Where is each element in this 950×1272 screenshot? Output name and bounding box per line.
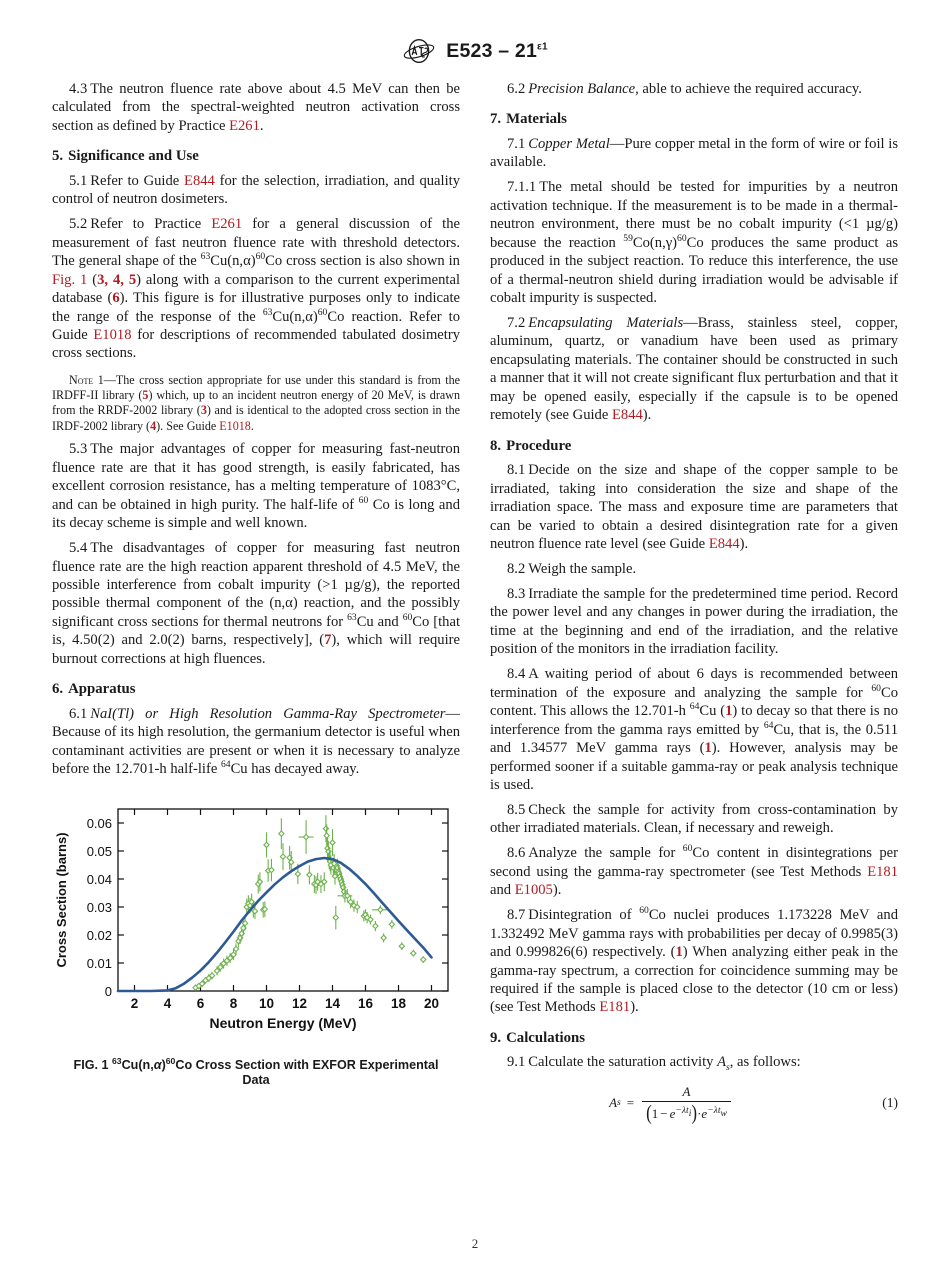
paragraph-4-3: 4.3 The neutron fluence rate above about 4.5 MeV can then be calculated from the spectral-weighted neutron activation cross section as defined by Practice E261. xyxy=(52,81,460,134)
reference-link-e844[interactable]: E844 xyxy=(708,536,740,553)
svg-text:20: 20 xyxy=(423,995,440,1011)
note-1: Note 1—The cross section appropriate for use under this standard is from the IRDFF-II library (5) which, up to an incident neutron energy of 20 MeV, is drawn from the RRDF-2002 library (3) and is identical to the adopted cross section in the IRDF-2002 library (4). See Guide E1018. xyxy=(52,372,460,433)
paragraph-number: 5.3 xyxy=(69,441,88,458)
svg-text:0.04: 0.04 xyxy=(86,871,112,887)
citation-7[interactable]: 7 xyxy=(324,632,332,649)
svg-text:0.06: 0.06 xyxy=(86,815,112,831)
svg-text:14: 14 xyxy=(324,995,341,1011)
svg-text:12: 12 xyxy=(291,995,308,1011)
citation-1[interactable]: 1 xyxy=(725,703,733,720)
paragraph-number: 8.4 xyxy=(507,666,526,683)
reference-link-e261[interactable]: E261 xyxy=(229,117,260,134)
svg-text:0.01: 0.01 xyxy=(86,955,112,971)
paragraph-6-2: 6.2 Precision Balance, able to achieve the required accuracy. xyxy=(507,81,862,97)
designation-superscript: ε1 xyxy=(537,41,548,52)
equation-1-row xyxy=(490,1084,898,1123)
section-heading-5: 5. Significance and Use xyxy=(52,148,199,165)
paragraph-9-1: 9.1 Calculate the saturation activity $A_s$, as follows: xyxy=(507,1054,801,1074)
svg-text:2: 2 xyxy=(130,995,139,1011)
section-heading-8: 8. Procedure xyxy=(490,437,572,454)
svg-text:0: 0 xyxy=(104,983,112,999)
paragraph-number: 4.3 xyxy=(69,81,88,97)
paragraph-8-6: 8.6 Analyze the sample for $^{60}$Co content in disintegrations per second using the gamma-ray spectrometer (see Test Methods E181 and E1005). xyxy=(490,843,898,899)
figure-reference-link[interactable]: Fig. 1 xyxy=(52,271,88,288)
term-italic: NaI(Tl) or High Resolution Gamma-Ray Spectrometer xyxy=(90,705,446,722)
equation-number: (1) xyxy=(882,1095,898,1111)
reference-link-e181[interactable]: E181 xyxy=(867,863,898,880)
paragraph-8-1: 8.1 Decide on the size and shape of the copper sample to be irradiated, taking into consideration the size and shape of the irradiation space. The mass and exposure time are parameters that can be varied to obtain a desired disintegration rate for a given neutron fluence rate level (see Guide E844). xyxy=(490,462,898,553)
paragraph-number: 8.3 xyxy=(507,585,526,602)
equation-1: A s = $\frac{A}{(1 - e^{-\lambda t_i})\cdot e^{-\lambda t_w}}$ xyxy=(490,1084,852,1123)
equation-fraction: $\frac{A}{(1 - e^{-\lambda t_i})\cdot e^{-\lambda t_w}}$ xyxy=(642,1084,731,1123)
paragraph-number: 9.1 xyxy=(507,1054,526,1071)
paragraph-number: 5.1 xyxy=(69,172,88,189)
svg-text:10: 10 xyxy=(258,995,275,1011)
paragraph-8-2: 8.2 Weigh the sample. xyxy=(507,561,637,578)
paragraph-8-4: 8.4 A waiting period of about 6 days is recommended between termination of the exposure and analyzing the sample for $^{60}$Co content. This allows the 12.701-h $^{64}$Cu (1) to decay so that there is no interference from the gamma rays emitted by $^{64}$Cu, that is, the 0.511 and 1.34577 MeV gamma rays (1). However, analysis may be performed sooner if a suitable gamma-ray or peak analysis technique is used. xyxy=(490,666,898,793)
reference-link-e1018[interactable]: E1018 xyxy=(219,418,251,433)
paragraph-5-1: 5.1 Refer to Guide E844 for the selection, irradiation, and quality control of neutron dosimeters. xyxy=(52,172,460,208)
paragraph-number: 8.6 xyxy=(507,845,526,862)
svg-text:0.05: 0.05 xyxy=(86,843,112,859)
term-italic: Copper Metal xyxy=(528,135,610,152)
svg-text:Neutron Energy (MeV): Neutron Energy (MeV) xyxy=(209,1014,357,1031)
citation-1[interactable]: 1 xyxy=(675,944,683,961)
paragraph-6-1: 6.1 NaI(Tl) or High Resolution Gamma-Ray Spectrometer—Because of its high resolution, the germanium detector is useful when contaminant activities are present or when it is necessary to analyze before the 12.701-h half-life $^{64}$Cu has decayed away. xyxy=(52,705,460,778)
paragraph-8-7: 8.7 Disintegration of $^{60}$Co nuclei produces 1.173228 MeV and 1.332492 MeV gamma rays with probabilities per decay of 0.9985(3) and 0.999826(6) respectively. (1) When analyzing either peak in the gamma-ray spectrum, a correction for coincidence summing may be required if the sample is placed close to the detector (10 cm or less) (see Test Methods E181). xyxy=(490,905,899,1016)
page-header xyxy=(0,0,950,74)
paragraph-5-4: 5.4 The disadvantages of copper for measuring fast neutron fluence rate are the high reaction apparent threshold of 4.5 MeV, the possible interference from cobalt impurity (>1 µg/g), the reported possible thermal component of the (n,α) reaction, and the possibly significant cross sections for thermal neutrons for $^{63}$Cu and $^{60}$Co [that is, 4.50(2) and 2.0(2) barns, respectively], (7), which will require burnout corrections at high fluences. xyxy=(52,540,460,667)
paragraph-number: 7.1 xyxy=(507,135,526,152)
svg-text:18: 18 xyxy=(390,995,407,1011)
page-number: 2 xyxy=(471,1236,479,1251)
citation-5[interactable]: 5 xyxy=(142,388,149,403)
note-label: Note xyxy=(69,372,94,387)
paragraph-number: 6.1 xyxy=(69,705,88,722)
paragraph-number: 7.2 xyxy=(507,315,526,332)
reference-link-e1018[interactable]: E1018 xyxy=(93,326,132,343)
citation-6[interactable]: 6 xyxy=(112,290,120,307)
paragraph-number: 5.2 xyxy=(69,216,88,233)
figure-plot-area xyxy=(52,795,460,1050)
svg-text:0.02: 0.02 xyxy=(86,927,112,943)
paragraph-number: 5.4 xyxy=(69,540,88,557)
paragraph-7-1: 7.1 Copper Metal—Pure copper metal in the form of wire or foil is available. xyxy=(490,135,898,171)
paragraph-5-2: 5.2 Refer to Practice E261 for a general discussion of the measurement of fast neutron fluence rate with threshold detectors. The general shape of the $^{63}Cu(n,\alpha)^{60}Co$ cross section is also shown in Fig. 1 (3, 4, 5) along with a comparison to the current experimental database (6). This figure is for illustrative purposes only to indicate the range of the response of the $^{63}Cu(n,\alpha)^{60}Co$ reaction. Refer to Guide E1018 for descriptions of recommended tabulated dosimetry cross sections. xyxy=(52,216,461,362)
paragraph-number: 8.7 xyxy=(507,907,526,924)
left-column xyxy=(52,80,460,1123)
citation-3[interactable]: 3 xyxy=(200,403,207,418)
equation-denominator: $(1 - e^{-\lambda t_i})\cdot e^{-\lambda t_w}$ xyxy=(642,1101,731,1123)
astm-logo-icon xyxy=(402,34,436,68)
figure-1 xyxy=(52,795,460,1089)
svg-text:Cross Section (barns): Cross Section (barns) xyxy=(54,832,69,968)
svg-text:0.03: 0.03 xyxy=(86,899,112,915)
reference-link-e844[interactable]: E844 xyxy=(611,407,643,424)
reference-link-e844[interactable]: E844 xyxy=(184,172,215,189)
paragraph-7-1-1: 7.1.1 The metal should be tested for impurities by a neutron activation technique. If the measurement is to be made in a thermal-neutron environment, there must be no cobalt impurity (<1 µg/g) because the reaction $^{59}Co(n,\gamma)^{60}Co$ produces the same product as produced in the subject reaction. To reduce this interference, the use of a thermal-neutron shield during irradiation would be advisable if cobalt impurity is suspected. xyxy=(490,179,898,307)
section-heading-6: 6. Apparatus xyxy=(52,681,136,698)
paragraph-7-2: 7.2 Encapsulating Materials—Brass, stainless steel, copper, aluminum, quartz, or vanadium have been used as primary encapsulating materials. The container should be constructed in such a manner that it will not create significant flux perturbation and that it may be opened easily, especially if the capsule is to be opened remotely (see Guide E844). xyxy=(490,315,899,424)
right-column xyxy=(490,80,898,1123)
reference-link-e181[interactable]: E181 xyxy=(599,999,631,1016)
paragraph-number: 7.1.1 xyxy=(507,179,537,196)
svg-text:16: 16 xyxy=(357,995,374,1011)
designation-text: E523 – 21 xyxy=(446,39,537,62)
paragraph-number: 8.1 xyxy=(507,462,526,479)
paragraph-number: 8.2 xyxy=(507,561,526,578)
svg-text:8: 8 xyxy=(229,995,238,1011)
paragraph-8-3: 8.3 Irradiate the sample for the predetermined time period. Record the power level and any changes in power during the irradiation, the time at the beginning and end of the irradiation, and the relative position of the monitors in the irradiation facility. xyxy=(490,585,898,658)
two-column-body xyxy=(0,74,950,1123)
standard-designation xyxy=(446,40,547,63)
paragraph-number: 6.2 xyxy=(507,81,526,97)
citation-1[interactable]: 1 xyxy=(704,740,712,757)
svg-text:4: 4 xyxy=(163,995,172,1011)
citation-4[interactable]: 4 xyxy=(150,418,157,433)
term-italic: Encapsulating Materials xyxy=(528,315,684,332)
paragraph-number: 8.5 xyxy=(507,801,526,818)
term-italic: Precision Balance, xyxy=(528,81,639,97)
reference-link-e261[interactable]: E261 xyxy=(211,216,243,233)
cross-section-chart xyxy=(52,795,460,1045)
svg-text:6: 6 xyxy=(196,995,205,1011)
figure-caption: FIG. 1 $^{63}Cu(n,\alpha)^{60}Co$ Cross Section with EXFOR Experimental Data xyxy=(73,1055,439,1088)
paragraph-8-5: 8.5 Check the sample for activity from cross-contamination by other irradiated materials. Clean, if necessary and reweigh. xyxy=(490,801,898,837)
reference-link-e1005[interactable]: E1005 xyxy=(514,882,553,899)
citation-345[interactable]: 3, 4, 5 xyxy=(97,271,137,288)
paragraph-5-3: 5.3 The major advantages of copper for measuring fast-neutron fluence rate are that it has good strength, is easily fabricated, has excellent corrosion resistance, has a melting temperature of 1083°C, and can be obtained in high purity. The half-life of $^{60}$ Co is long and its decay scheme is simple and well known. xyxy=(52,441,460,532)
section-heading-7: 7. Materials xyxy=(490,111,567,128)
section-heading-9: 9. Calculations xyxy=(490,1029,586,1046)
